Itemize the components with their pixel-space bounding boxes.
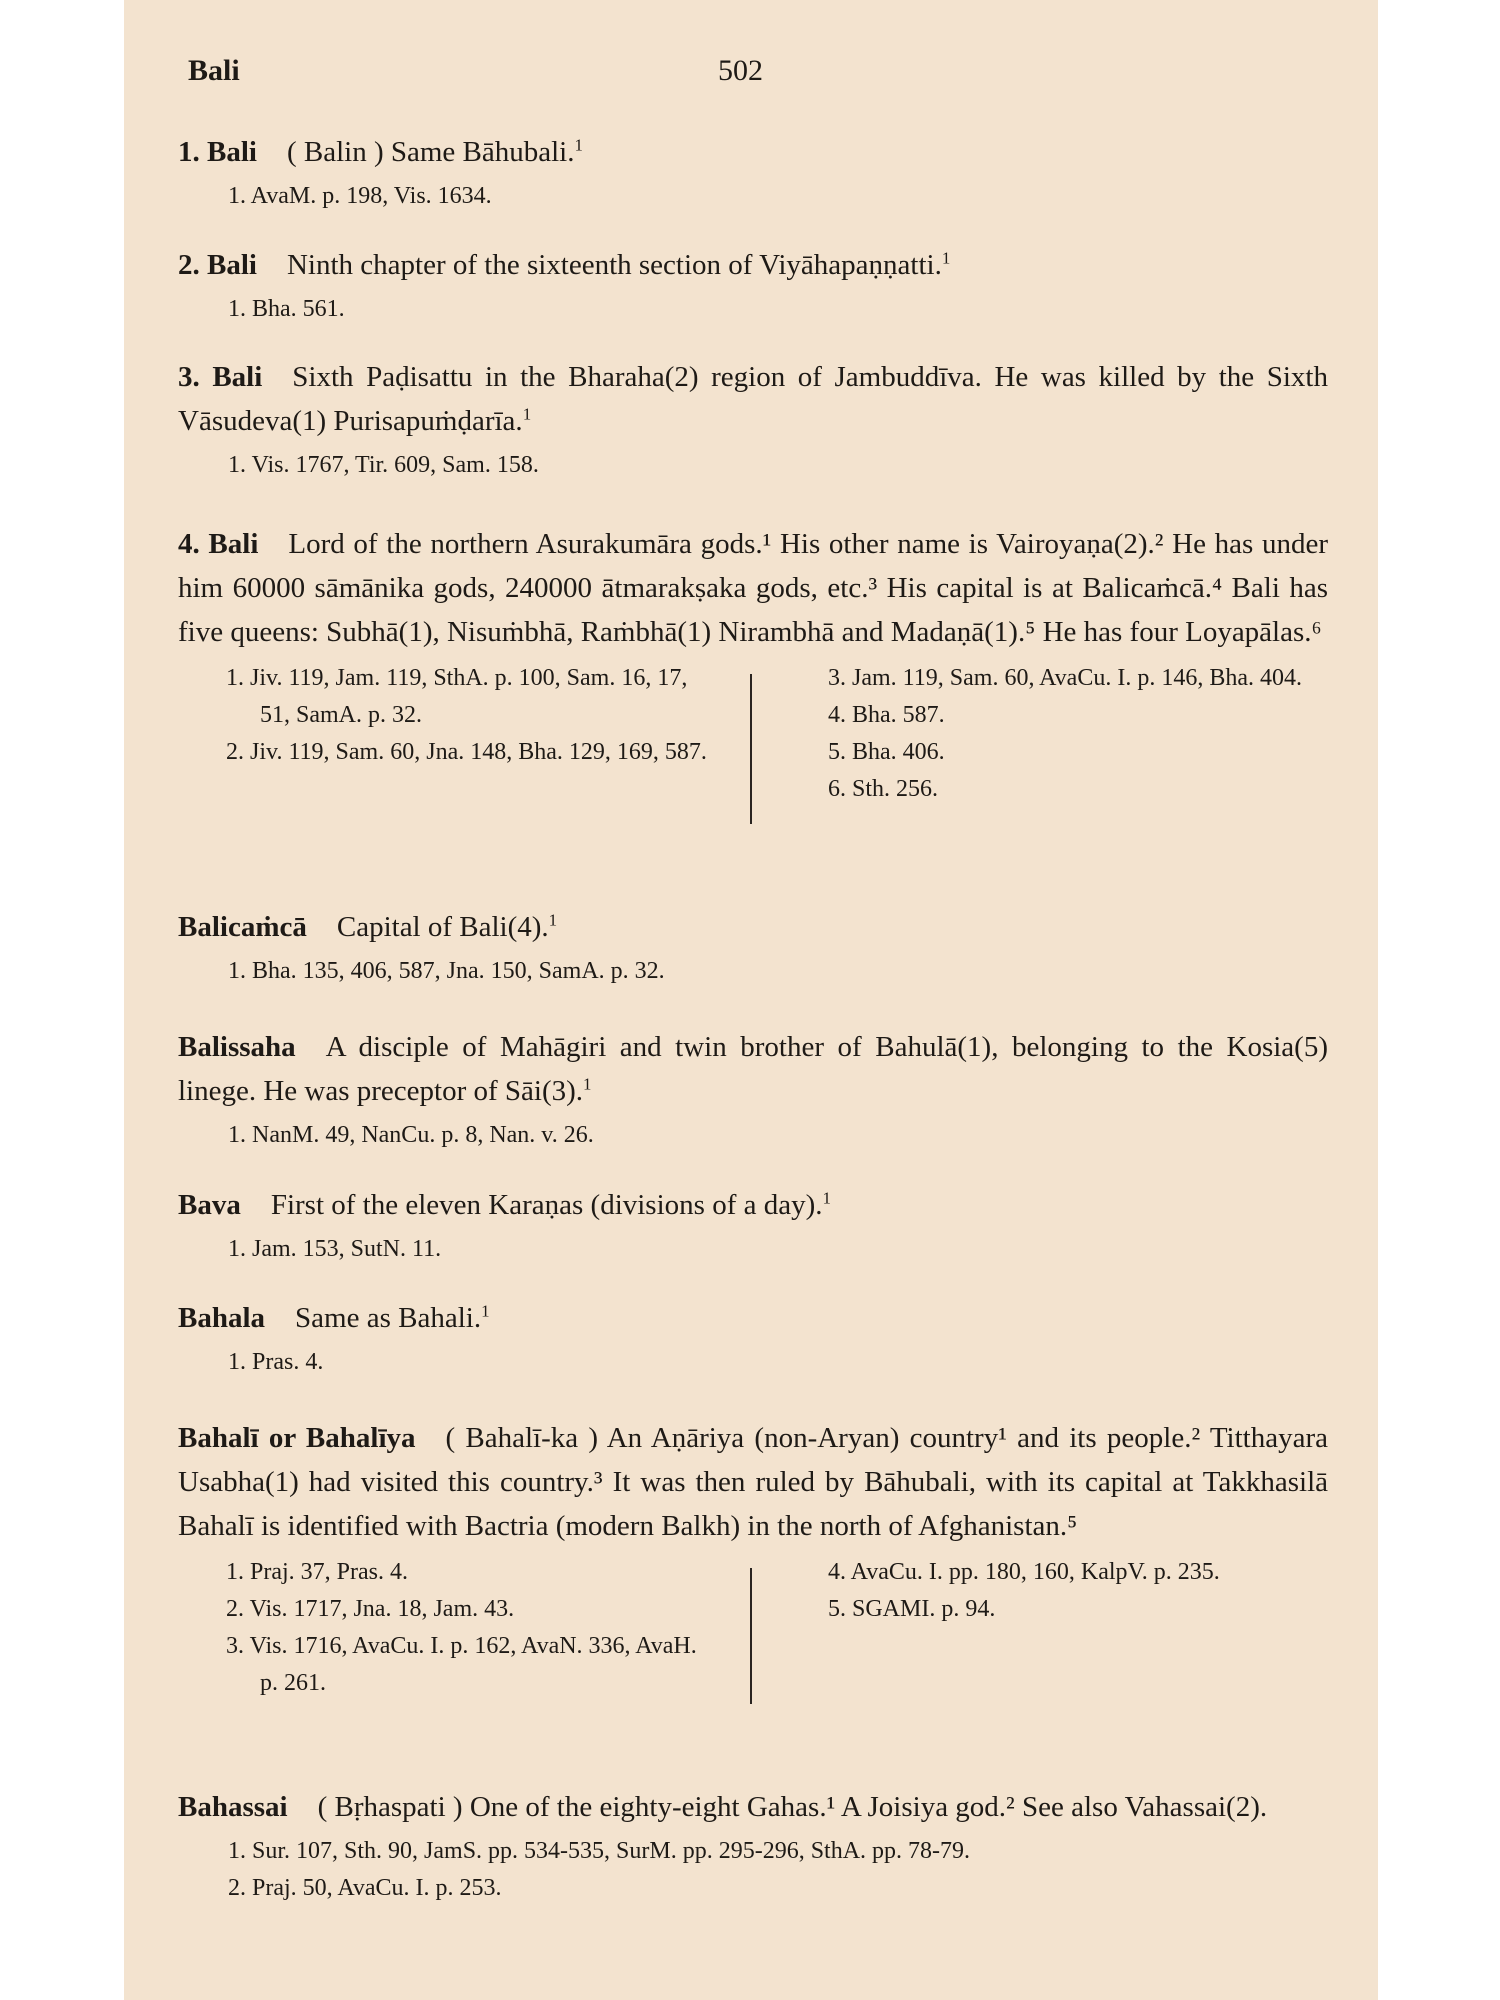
footnotes — [228, 1833, 1328, 1907]
footnote-ref: 1 — [822, 1188, 831, 1208]
footnote-ref: 1 — [583, 1074, 592, 1094]
footnotes — [228, 1231, 1328, 1268]
running-headword: Bali — [188, 54, 240, 87]
footnote: 2. Praj. 50, AvaCu. I. p. 253. — [228, 1875, 502, 1901]
entry-bali-3 — [178, 355, 1328, 484]
footnotes-right — [828, 660, 1328, 808]
footnote: 1. NanM. 49, NanCu. p. 8, Nan. v. 26. — [228, 1122, 594, 1148]
entry-text: Ninth chapter of the sixteenth section of Viyāhapaṇṇatti. — [286, 249, 942, 281]
footnote: 1. Vis. 1767, Tir. 609, Sam. 158. — [228, 452, 539, 478]
footnotes-left — [226, 660, 716, 771]
entry-text: ( Bṛhaspati ) One of the eighty-eight Gahas.¹ A Joisiya god.² See also Vahassai(2). — [317, 1791, 1268, 1823]
footnote: 5. Bha. 406. — [828, 739, 945, 765]
footnote: 3. Vis. 1716, AvaCu. I. p. 162, AvaN. 336, AvaH. p. 261. — [226, 1633, 697, 1696]
entry-text: ( Balin ) Same Bāhubali. — [286, 136, 575, 168]
footnote-ref: 1 — [574, 135, 583, 155]
footnote: 1. Pras. 4. — [228, 1349, 324, 1375]
footnote-ref: 1 — [522, 404, 532, 424]
footnote: 3. Jam. 119, Sam. 60, AvaCu. I. p. 146, Bha. 404. — [828, 665, 1302, 691]
entry-bava — [178, 1183, 1328, 1268]
entry-headword: 2. Bali — [178, 249, 257, 281]
entry-text: Sixth Paḍisattu in the Bharaha(2) region of Jambuddīva. He was killed by the Sixth Vāsudeva(1) Purisapuṁḍarīa. — [178, 361, 1328, 437]
footnotes — [228, 291, 1328, 328]
entry-bahassai — [178, 1785, 1328, 1907]
entry-text: Capital of Bali(4). — [336, 911, 549, 943]
entry-headword: 4. Bali — [178, 528, 259, 560]
running-header — [178, 54, 1328, 94]
entry-headword: Bava — [178, 1189, 241, 1221]
footnotes — [228, 953, 1328, 990]
footnote: 1. Bha. 561. — [228, 296, 345, 322]
footnote-ref: 1 — [481, 1301, 490, 1321]
entry-bali-2 — [178, 243, 1328, 328]
entry-bali-4 — [178, 522, 1328, 830]
footnote: 1. Praj. 37, Pras. 4. — [226, 1559, 408, 1585]
book-page — [124, 0, 1378, 2000]
footnote: 1. AvaM. p. 198, Vis. 1634. — [228, 183, 492, 209]
entry-bali-1 — [178, 130, 1328, 215]
entry-bahala — [178, 1296, 1328, 1381]
entry-headword: Bahalī or Bahalīya — [178, 1422, 416, 1454]
footnotes-right — [828, 1554, 1328, 1628]
footnotes-left — [226, 1554, 716, 1702]
footnote: 1. Sur. 107, Sth. 90, JamS. pp. 534-535, SurM. pp. 295-296, SthA. pp. 78-79. — [228, 1838, 971, 1864]
footnote: 1. Jam. 153, SutN. 11. — [228, 1236, 442, 1262]
footnote: 5. SGAMI. p. 94. — [828, 1596, 996, 1622]
entry-bahali — [178, 1416, 1328, 1704]
footnotes — [228, 447, 1328, 484]
entry-balicamca — [178, 905, 1328, 990]
footnote: 4. AvaCu. I. pp. 180, 160, KalpV. p. 235. — [828, 1559, 1220, 1585]
entry-headword: Bahassai — [178, 1791, 288, 1823]
footnote: 2. Vis. 1717, Jna. 18, Jam. 43. — [226, 1596, 515, 1622]
page-number: 502 — [718, 54, 763, 87]
entry-text: Same as Bahali. — [295, 1302, 482, 1334]
entry-headword: Balissaha — [178, 1031, 296, 1063]
entry-text: A disciple of Mahāgiri and twin brother of Bahulā(1), belonging to the Kosia(5) linege. He was preceptor of Sāi(3). — [178, 1031, 1328, 1107]
entry-headword: 1. Bali — [178, 136, 257, 168]
entry-headword: Balicaṁcā — [178, 911, 307, 943]
entry-balissaha — [178, 1025, 1328, 1154]
entry-headword: Bahala — [178, 1302, 266, 1334]
footnote: 2. Jiv. 119, Sam. 60, Jna. 148, Bha. 129, 169, 587. — [226, 739, 707, 765]
footnote: 4. Bha. 587. — [828, 702, 945, 728]
footnotes — [228, 178, 1328, 215]
footnote-columns — [178, 1554, 1328, 1704]
footnote: 6. Sth. 256. — [828, 776, 939, 802]
footnote-columns — [178, 660, 1328, 830]
entry-text: First of the eleven Karaṇas (divisions of a day). — [270, 1189, 823, 1221]
footnote: 1. Jiv. 119, Jam. 119, SthA. p. 100, Sam. 16, 17, 51, SamA. p. 32. — [226, 665, 688, 728]
entry-text: ( Bahalī-ka ) An Aṇāriya (non-Aryan) country¹ and its people.² Titthayara Usabha(1) had visited this country.³ It was then ruled by Bāhubali, with its capital at Takkhasilā Bahalī is identified with Bactria (modern Balkh) in the north of Afghanistan.⁵ — [178, 1422, 1328, 1542]
footnote: 1. Bha. 135, 406, 587, Jna. 150, SamA. p. 32. — [228, 958, 665, 984]
column-divider — [750, 674, 752, 824]
column-divider — [750, 1568, 752, 1704]
footnote-ref: 1 — [941, 248, 951, 268]
footnotes — [228, 1344, 1328, 1381]
entry-text: Lord of the northern Asurakumāra gods.¹ His other name is Vairoyaṇa(2).² He has under him 60000 sāmānika gods, 240000 ātmarakṣaka gods, etc.³ His capital is at Balicaṁcā.⁴ Bali has five queens: Subhā(1), Nisuṁbhā, Raṁbhā(1) Nirambhā and Madaṇā(1).⁵ He has four Loyapālas.⁶ — [178, 528, 1328, 648]
entry-headword: 3. Bali — [178, 361, 263, 393]
footnote-ref: 1 — [548, 910, 558, 930]
footnotes — [228, 1117, 1328, 1154]
